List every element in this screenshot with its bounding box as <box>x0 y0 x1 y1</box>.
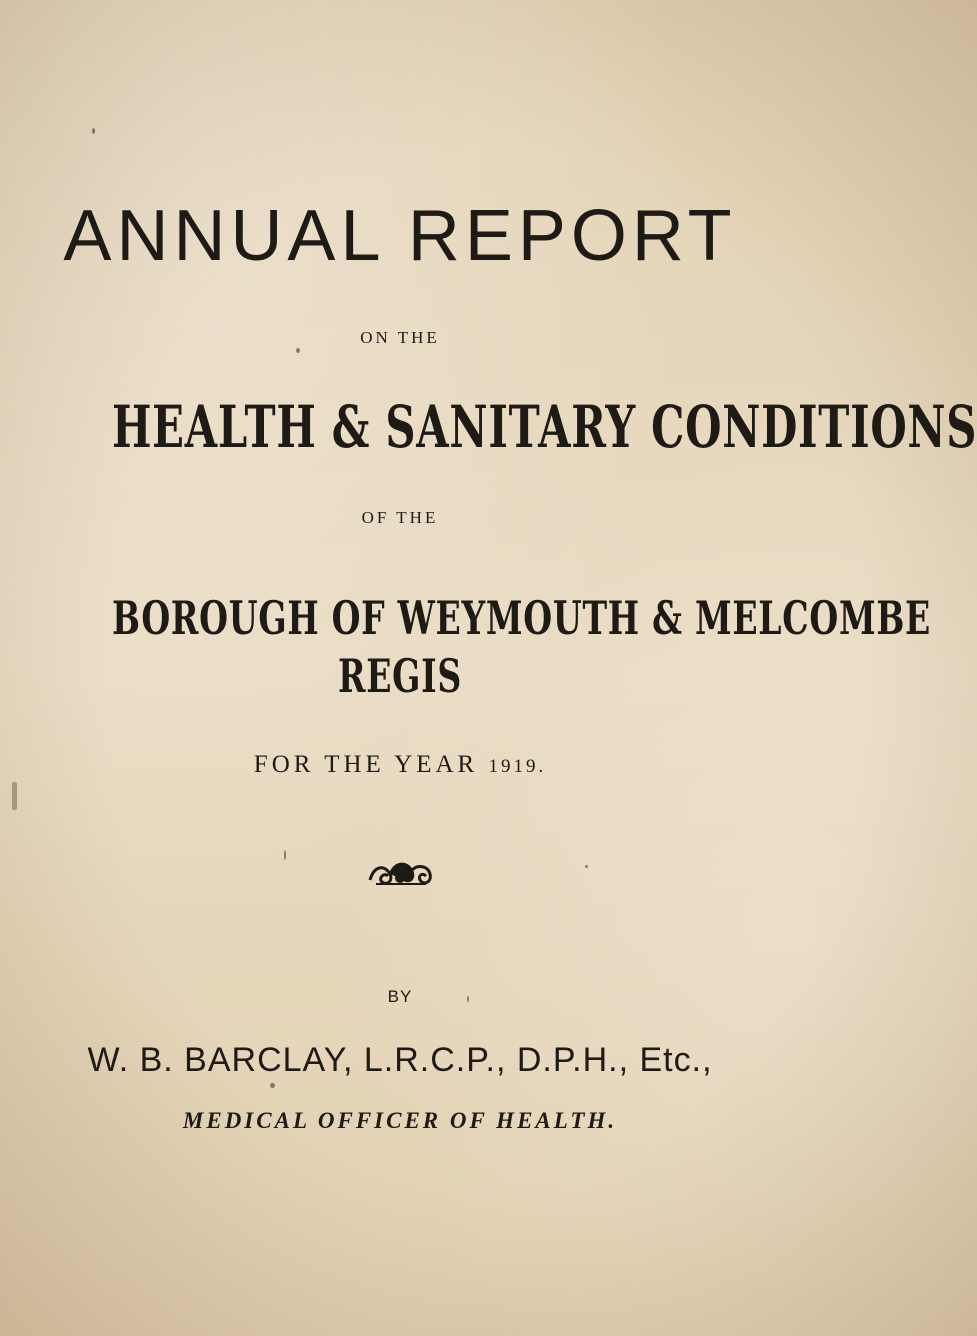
paper-speck <box>585 865 588 868</box>
on-the-label: ON THE <box>360 328 440 347</box>
paper-speck <box>92 128 95 134</box>
author-credit: W. B. BARCLAY, L.R.C.P., D.P.H., Etc., <box>87 1041 713 1079</box>
paper-speck <box>284 850 286 860</box>
report-subject: HEALTH & SANITARY CONDITIONS <box>112 393 977 461</box>
report-title: ANNUAL REPORT <box>63 196 737 276</box>
for-the-year-label: FOR THE YEAR <box>253 751 479 778</box>
place-name-line-1: BOROUGH OF WEYMOUTH & MELCOMBE <box>112 591 932 645</box>
paper-speck <box>270 1083 275 1088</box>
place-name-line-2: REGIS <box>337 649 463 703</box>
of-the-label: OF THE <box>361 508 439 527</box>
author-role: MEDICAL OFFICER OF HEALTH. <box>182 1108 618 1133</box>
by-label: BY <box>387 987 413 1006</box>
paper-speck <box>12 782 17 810</box>
year-line <box>0 750 800 782</box>
ornament-icon <box>366 856 436 890</box>
report-year: 1919. <box>488 756 547 777</box>
paper-speck <box>467 996 469 1002</box>
paper-speck <box>296 348 300 353</box>
